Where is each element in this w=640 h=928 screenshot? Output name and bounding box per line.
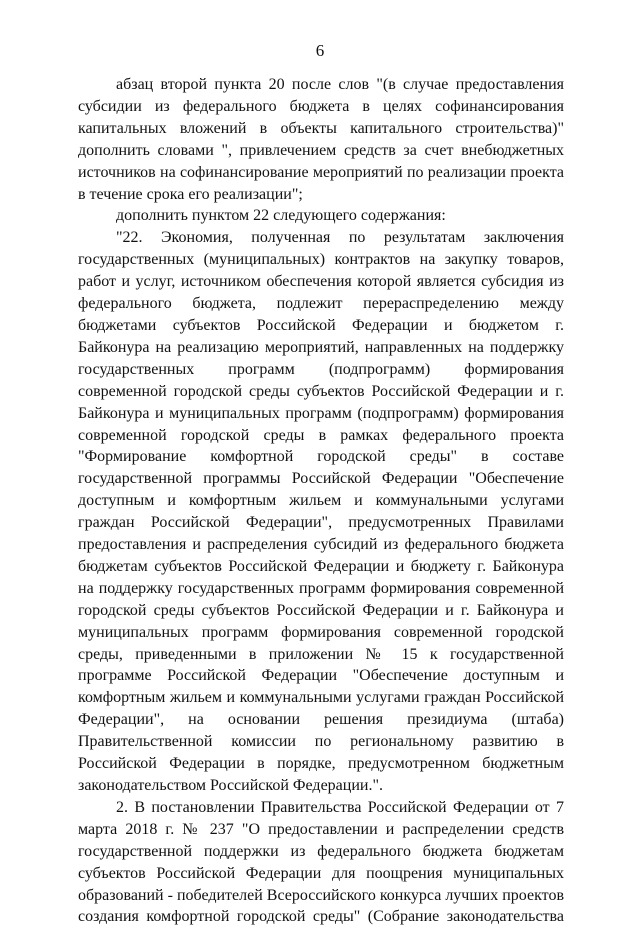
paragraph-clause-22-text: "22. Экономия, полученная по результатам заключения государственных (муниципальных) контрактов на закупку товаров, работ и услуг, источником обеспечения которой является субсидия из федерального бюджета, подлежит перераспределению между бюджетами субъектов Российской Федерации и бюджетом г. Байконура на реализацию мероприятий, направленных на поддержку государственных программ (подпрограмм) формирования современной городской среды субъектов Российской Федерации и г. Байконура и муниципальных программ (подпрограмм) формирования современной городской среды в рамках федерального проекта "Формирование комфортной городской среды" в составе государственной программы Российской Федерации "Обеспечение доступным и комфортным жильем и коммунальными услугами граждан Российской Федерации", предусмотренных Правилами предоставления и распределения субсидий из федерального бюджета бюджетам субъектов Российской Федерации и бюджету г. Байконура на поддержку государственных программ формирования современной городской среды субъектов Российской Федерации и г. Байконура и муниципальных программ формирования современной городской среды, приведенными в приложении № 15 к государственной программе Российской Федерации "Обеспечение доступным и комфортным жильем и коммунальными услугами граждан Российской Федерации", на основании решения президиума (штаба) Правительственной комиссии по региональному развитию в Российской Федерации в порядке, предусмотренном бюджетным законодательством Российской Федерации.".	[78, 229, 564, 794]
page-number: 6	[315, 41, 325, 60]
paragraph-item-2-resolution-237: 2. В постановлении Правительства Российской Федерации от 7 марта 2018 г. № 237 "О предоставлении и распределении средств государственной поддержки из федерального бюджета бюджетам субъектов Российской Федерации для поощрения муниципальных образований - победителей Всероссийского конкурса лучших проектов создания комфортной городской среды" (Собрание законодательства	[78, 798, 564, 926]
document-body	[78, 74, 564, 928]
paragraph-add-clause-22-intro: дополнить пунктом 22 следующего содержания:	[116, 207, 446, 225]
paragraph-amendment-clause-20: абзац второй пункта 20 после слов "(в случае предоставления субсидии из федерального бюджета в целях софинансирования капитальных вложений в объекты капитального строительства)" дополнить словами ", привлечением средств за счет внебюджетных источников на софинансирование мероприятий по реализации проекта в течение срока его реализации";	[78, 76, 564, 203]
